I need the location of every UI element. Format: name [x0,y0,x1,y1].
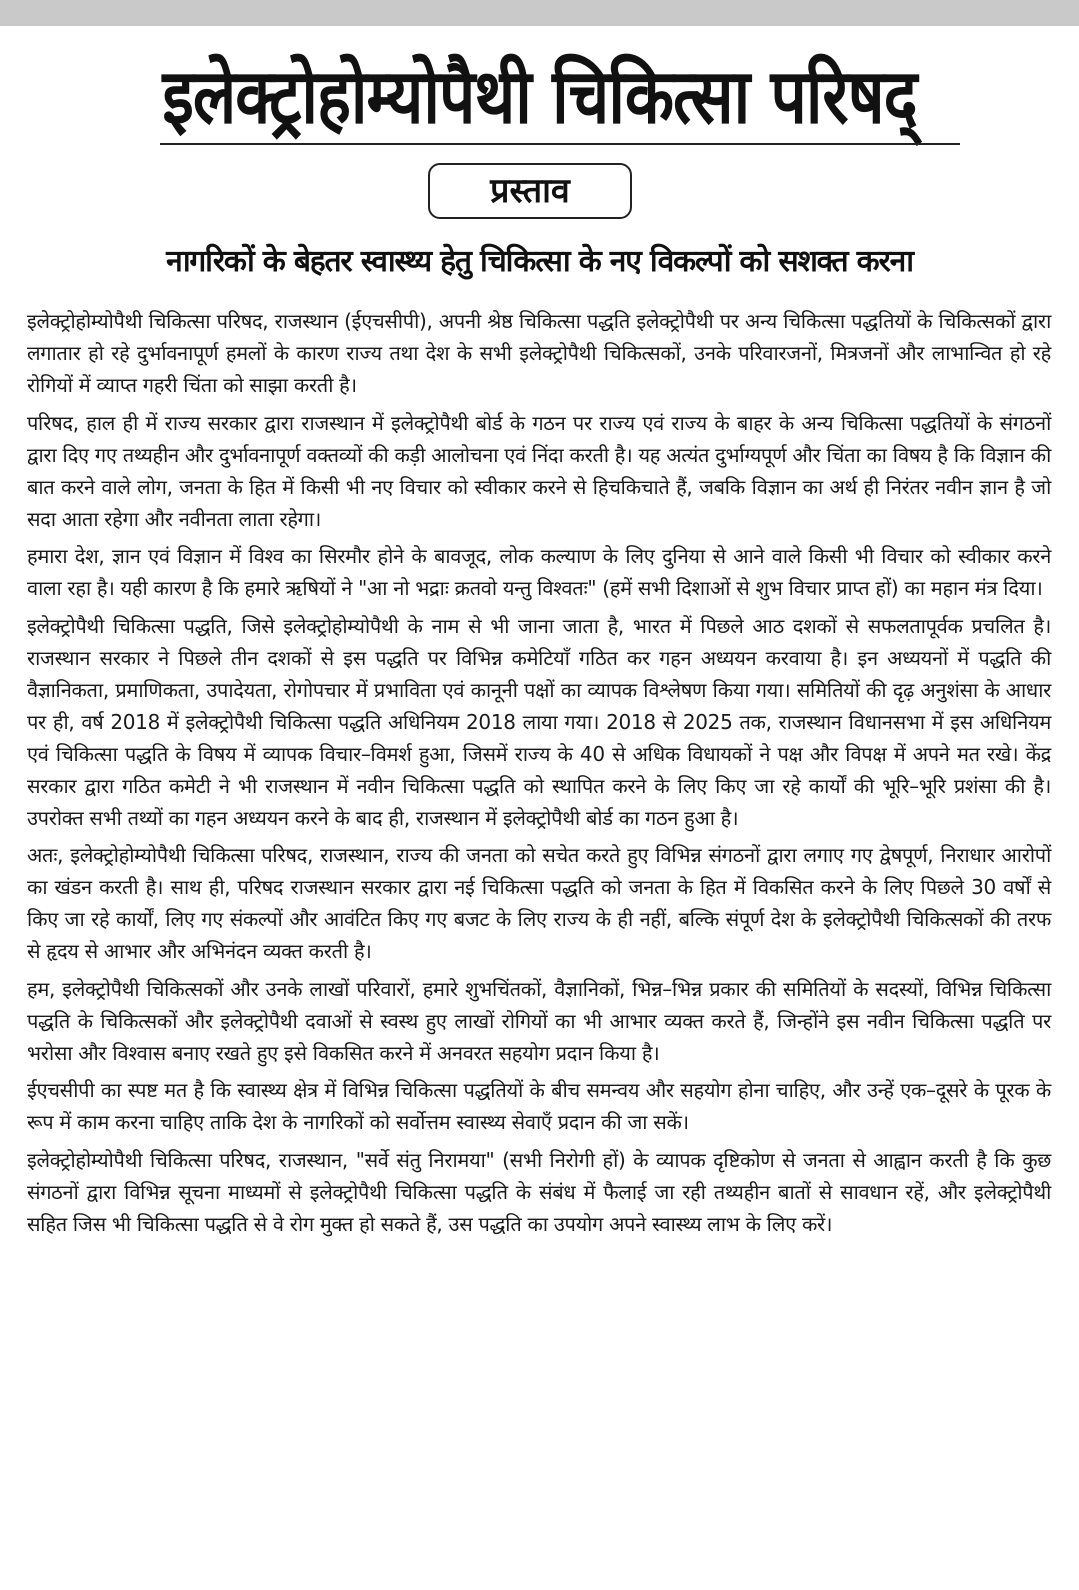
top-gray-strip [0,0,1079,26]
document-title: इलेक्ट्रोहोम्योपैथी चिकित्सा परिषद् [162,53,917,142]
resolution-label-box [428,163,632,219]
paragraph-3: हमारा देश, ज्ञान एवं विज्ञान में विश्व का सिरमौर होने के बावजूद, लोक कल्याण के लिए दुनिया से आने वाले किसी भी विचार को स्वीकार करने वाला रहा है। यही कारण है कि हमारे ऋषियों ने "आ नो भद्राः क्रतवो यन्तु विश्वतः" (हमें सभी दिशाओं से शुभ विचार प्राप्त हों) का महान मंत्र दिया। [27,544,1051,600]
paragraph-5: अतः, इलेक्ट्रोहोम्योपैथी चिकित्सा परिषद, राजस्थान, राज्य की जनता को सचेत करते हुए विभिन्न संगठनों द्वारा लगाए गए द्वेषपूर्ण, निराधार आरोपों का खंडन करती है। साथ ही, परिषद राजस्थान सरकार द्वारा नई चिकित्सा पद्धति को जनता के हित में विकसित करने के लिए पिछले 30 वर्षों से किए जा रहे कार्यों, लिए गए संकल्पों और आवंटित किए गए बजट के लिए राज्य के ही नहीं, बल्कि संपूर्ण देश के इलेक्ट्रोपैथी चिकित्सकों की तरफ से हृदय से आभार और अभिनंदन व्यक्त करती है। [27,843,1051,963]
paragraph-1: इलेक्ट्रोहोम्योपैथी चिकित्सा परिषद, राजस्थान (ईएचसीपी), अपनी श्रेष्ठ चिकित्सा पद्धति इलेक्ट्रोपैथी पर अन्य चिकित्सा पद्धतियों के चिकित्सकों द्वारा लगातार हो रहे दुर्भावनापूर्ण हमलों के कारण राज्य तथा देश के सभी इलेक्ट्रोपैथी चिकित्सकों, उनके परिवारजनों, मित्रजनों और लाभान्वित हो रहे रोगियों में व्याप्त गहरी चिंता को साझा करती है। [27,309,1051,397]
paragraph-7: ईएचसीपी का स्पष्ट मत है कि स्वास्थ्य क्षेत्र में विभिन्न चिकित्सा पद्धतियों के बीच समन्वय और सहयोग होना चाहिए, और उन्हें एक–दूसरे के पूरक के रूप में काम करना चाहिए ताकि देश के नागरिकों को सर्वोत्तम स्वास्थ्य सेवाएँ प्रदान की जा सकें। [27,1078,1051,1134]
resolution-label: प्रस्ताव [490,171,570,211]
title-underline [160,143,960,145]
paragraph-8: इलेक्ट्रोहोम्योपैथी चिकित्सा परिषद, राजस्थान, "सर्वे संतु निरामया" (सभी निरोगी हों) के व्यापक दृष्टिकोण से जनता से आह्वान करती है कि कुछ संगठनों द्वारा विभिन्न सूचना माध्यमों से इलेक्ट्रोपैथी चिकित्सा पद्धति के संबंध में फैलाई जा रही तथ्यहीन बातों से सावधान रहें, और इलेक्ट्रोपैथी सहित जिस भी चिकित्सा पद्धति से वे रोग मुक्त हो सकते हैं, उस पद्धति का उपयोग अपने स्वास्थ्य लाभ के लिए करें। [27,1147,1051,1236]
document-body [27,305,1051,1245]
paragraph-6: हम, इलेक्ट्रोपैथी चिकित्सकों और उनके लाखों परिवारों, हमारे शुभचिंतकों, वैज्ञानिकों, भिन्न–भिन्न प्रकार की समितियों के सदस्यों, विभिन्न चिकित्सा पद्धति के चिकित्सकों और इलेक्ट्रोपैथी दवाओं से स्वस्थ हुए लाखों रोगियों का भी आभार व्यक्त करते हैं, जिन्होंने इस नवीन चिकित्सा पद्धति पर भरोसा और विश्वास बनाए रखते हुए इसे विकसित करने में अनवरत सहयोग प्रदान किया है। [27,976,1051,1065]
paragraph-4: इलेक्ट्रोपैथी चिकित्सा पद्धति, जिसे इलेक्ट्रोहोम्योपैथी के नाम से भी जाना जाता है, भारत में पिछले आठ दशकों से सफलतापूर्वक प्रचलित है। राजस्थान सरकार ने पिछले तीन दशकों से इस पद्धति पर विभिन्न कमेटियाँ गठित कर गहन अध्ययन करवाया है। इन अध्ययनों में पद्धति की वैज्ञानिकता, प्रमाणिकता, उपादेयता, रोगोपचार में प्रभाविता एवं कानूनी पक्षों का व्यापक विश्लेषण किया गया। समितियों की दृढ़ अनुशंसा के आधार पर ही, वर्ष 2018 में इलेक्ट्रोपैथी चिकित्सा पद्धति अधिनियम 2018 लाया गया। 2018 से 2025 तक, राजस्थान विधानसभा में इस अधिनियम एवं चिकित्सा पद्धति के विषय में व्यापक विचार–विमर्श हुआ, जिसमें राज्य के 40 से अधिक विधायकों ने पक्ष और विपक्ष में अपने मत रखे। केंद्र सरकार द्वारा गठित कमेटी ने भी राजस्थान में नवीन चिकित्सा पद्धति को स्थापित करने के लिए किए जा रहे कार्यों की भूरि–भूरि प्रशंसा की है। उपरोक्त सभी तथ्यों का गहन अध्ययन करने के बाद ही, राजस्थान में इलेक्ट्रोपैथी बोर्ड का गठन हुआ है। [27,613,1051,830]
document-subtitle: नागरिकों के बेहतर स्वास्थ्य हेतु चिकित्सा के नए विकल्पों को सशक्त करना [166,244,913,279]
paragraph-2: परिषद, हाल ही में राज्य सरकार द्वारा राजस्थान में इलेक्ट्रोपैथी बोर्ड के गठन पर राज्य एवं राज्य के बाहर के अन्य चिकित्सा पद्धतियों के संगठनों द्वारा दिए गए तथ्यहीन और दुर्भावनापूर्ण वक्तव्यों की कड़ी आलोचना एवं निंदा करती है। यह अत्यंत दुर्भाग्यपूर्ण और चिंता का विषय है कि विज्ञान की बात करने वाले लोग, जनता के हित में किसी भी नए विचार को स्वीकार करने से हिचकिचाते हैं, जबकि विज्ञान का अर्थ ही निरंतर नवीन ज्ञान है जो सदा आता रहेगा और नवीनता लाता रहेगा। [27,410,1051,531]
